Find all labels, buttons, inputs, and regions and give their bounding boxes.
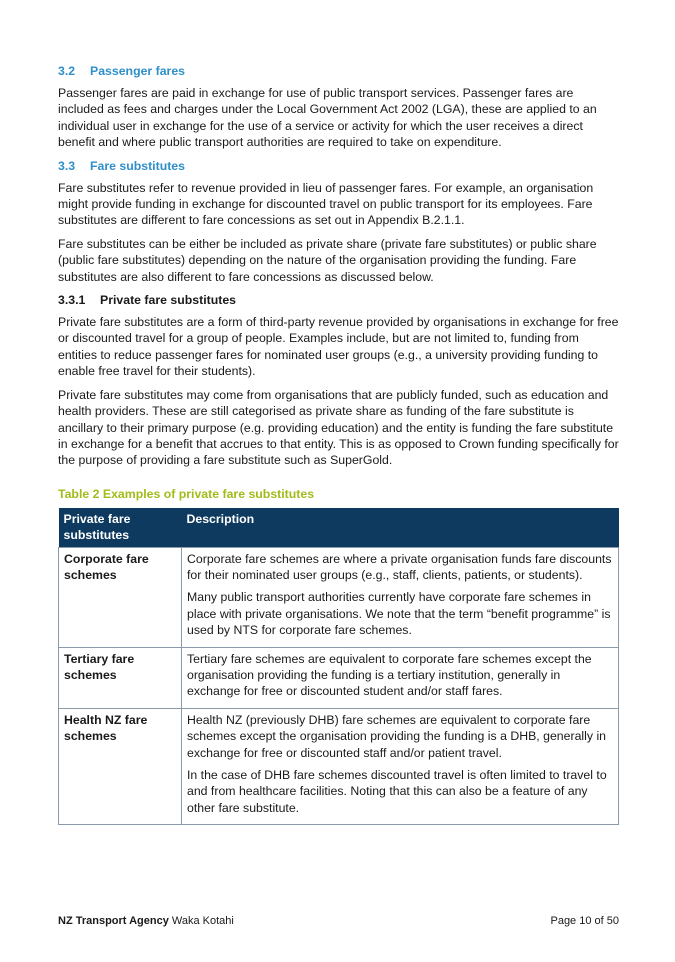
row-name: Corporate fare schemes bbox=[59, 547, 182, 647]
paragraph: Private fare substitutes are a form of third-party revenue provided by organisations in exchange for free or discounted travel for a group of people. Examples include, but are not limited to, funding from entities to reduce passenger fares for nominated user groups (e.g., a university providing funding to enable free travel for their students). bbox=[58, 315, 619, 379]
row-name: Tertiary fare schemes bbox=[59, 647, 182, 708]
column-header: Description bbox=[182, 508, 619, 547]
page-footer bbox=[58, 915, 619, 927]
section-number: 3.3 bbox=[58, 158, 76, 173]
section-title: Private fare substitutes bbox=[100, 293, 236, 308]
description-paragraph: Corporate fare schemes are where a private organisation funds fare discounts for their nominated user groups (e.g., staff, clients, patients, or students). bbox=[187, 551, 612, 582]
section-number: 3.2 bbox=[58, 64, 76, 78]
section-number: 3.3.1 bbox=[58, 293, 86, 308]
row-name: Health NZ fare schemes bbox=[59, 708, 182, 824]
description-paragraph: Tertiary fare schemes are equivalent to corporate fare schemes except the organisation providing the funding is a tertiary institution, generally in exchange for free or discounted student and/or staff fares. bbox=[187, 651, 592, 699]
footer-brand-rest: Waka Kotahi bbox=[168, 915, 234, 927]
table-row bbox=[59, 547, 619, 647]
paragraph: Fare substitutes can be either be included as private share (private fare substitutes) or public share (public fare substitutes) depending on the nature of the organisation providing the funding. Fare substitutes are also different to fare concessions as discussed below. bbox=[58, 236, 597, 284]
footer-brand-bold: NZ Transport Agency bbox=[58, 915, 169, 927]
row-description bbox=[182, 708, 619, 824]
row-description bbox=[182, 647, 619, 708]
description-paragraph: In the case of DHB fare schemes discounted travel is often limited to travel to and from healthcare facilities. Noting that this can also be a feature of any other fare substitute. bbox=[187, 768, 607, 815]
paragraph: Private fare substitutes may come from organisations that are publicly funded, such as education and health providers. These are still categorised as private share as funding of the fare substitute is ancillary to their primary purpose (e.g. providing education) and the entity is funding the fare substitute in exchange for a benefit that accrues to that entity. This is as opposed to Crown funding specifically for the purpose of providing a fare substitute such as SuperGold. bbox=[58, 387, 619, 468]
section-heading-3-3 bbox=[58, 158, 619, 174]
description-paragraph: Many public transport authorities currently have corporate fare schemes in place with private organisations. We note that the term “benefit programme” is used by NTS for corporate fare schemes. bbox=[187, 590, 611, 638]
table-row bbox=[59, 708, 619, 824]
section-heading-3-3-1 bbox=[58, 292, 619, 308]
footer-brand bbox=[58, 915, 234, 927]
paragraph: Passenger fares are paid in exchange for use of public transport services. Passenger fares are included as fees and charges under the Local Government Act 2002 (LGA), these are applied to an individual user in exchange for the use of a service or activity for which the user receives a direct benefit and where public transport authorities are required to take on expenditure. bbox=[58, 86, 597, 150]
fare-substitutes-table bbox=[58, 508, 619, 826]
paragraph: Fare substitutes refer to revenue provided in lieu of passenger fares. For example, an organisation might provide funding in exchange for discounted travel on public transport for its employees. Fare substitutes are different to fare concessions as set out in Appendix B.2.1.1. bbox=[58, 180, 594, 228]
table-row bbox=[59, 647, 619, 708]
description-paragraph: Health NZ (previously DHB) fare schemes are equivalent to corporate fare schemes except the organisation providing the funding is a DHB, generally in exchange for free or discounted staff and/or patient travel. bbox=[187, 712, 607, 760]
table-header-row bbox=[59, 508, 619, 547]
column-header: Private fare substitutes bbox=[59, 508, 182, 547]
section-title: Fare substitutes bbox=[90, 158, 185, 173]
section-heading-3-2 bbox=[58, 63, 619, 79]
document-page bbox=[58, 63, 619, 825]
row-description bbox=[182, 547, 619, 647]
table-caption: Table 2 Examples of private fare substitutes bbox=[58, 486, 315, 501]
section-title: Passenger fares bbox=[90, 64, 186, 78]
page-number: Page 10 of 50 bbox=[550, 915, 619, 927]
